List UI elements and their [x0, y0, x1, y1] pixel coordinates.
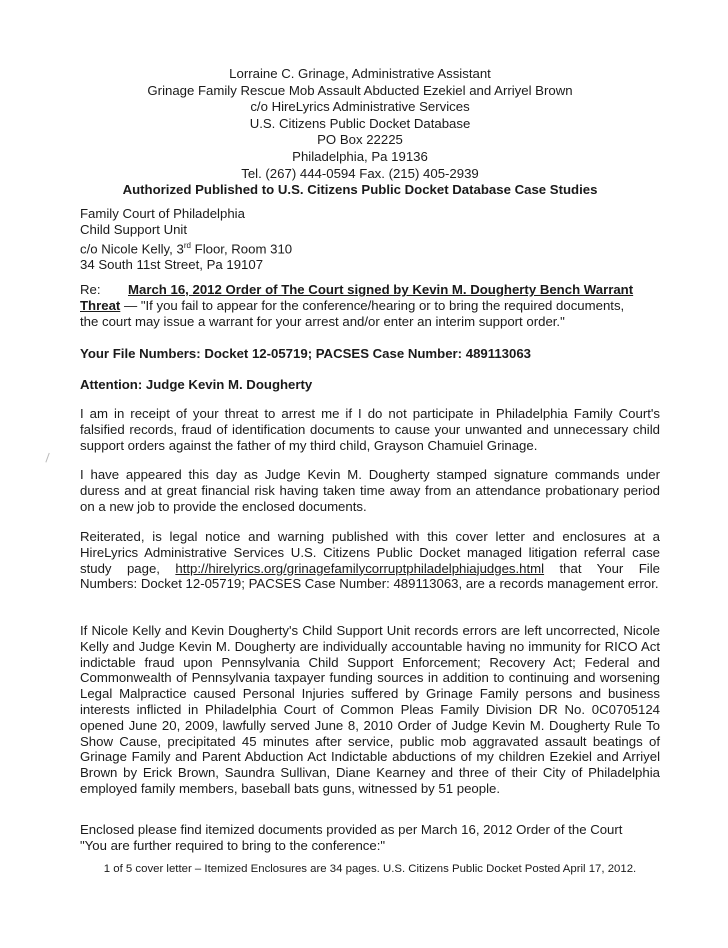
recipient-unit: Child Support Unit [80, 221, 188, 237]
letterhead-care-of: c/o HireLyrics Administrative Services [250, 99, 470, 115]
recipient-care-of: c/o Nicole Kelly, 3rd Floor, Room 310 [80, 240, 293, 256]
re-quote: — "If you fail to appear for the conference/hearing or to bring the required documents, [120, 297, 625, 313]
re-title-cont: Threat [80, 297, 121, 313]
letterhead [60, 66, 660, 199]
letterhead-sender-name: Lorraine C. Grinage, Administrative Assistant [229, 66, 491, 81]
paragraph-receipt: I am in receipt of your threat to arrest me if I do not participate in Philadelphia Family Court's falsified records, fraud of identification documents to cause your unwanted and unnecessary child support orders against the father of my third child, Grayson Chamuiel Grinage. [80, 406, 660, 453]
attention-line: Attention: Judge Kevin M. Dougherty [80, 377, 313, 392]
letterhead-po-box: PO Box 22225 [317, 132, 403, 148]
re-line [80, 282, 660, 329]
re-quote-cont: the court may issue a warrant for your arrest and/or enter an interim support order." [80, 313, 565, 329]
paragraph-appearance: I have appeared this day as Judge Kevin M. Dougherty stamped signature commands under duress and at great financial risk having taken time away from an attendance probationary period on a new job to provide the enclosed documents. [80, 467, 660, 514]
file-numbers: Your File Numbers: Docket 12-05719; PACSES Case Number: 489113063 [80, 346, 532, 361]
paragraph-enclosed: Enclosed please find itemized documents provided as per March 16, 2012 Order of the Court "You are further required to bring to the conference:" [80, 822, 623, 853]
recipient-court: Family Court of Philadelphia [80, 206, 245, 221]
page-footer: 1 of 5 cover letter – Itemized Enclosures are 34 pages. U.S. Citizens Public Docket Posted April 17, 2012. [103, 863, 637, 875]
recipient-street: 34 South 11st Street, Pa 19107 [80, 256, 264, 272]
letterhead-authorization: Authorized Published to U.S. Citizens Public Docket Database Case Studies [122, 182, 598, 198]
paragraph-accountability: If Nicole Kelly and Kevin Dougherty's Child Support Unit records errors are left uncorrected, Nicole Kelly and Judge Kevin M. Dougherty are individually accountable having no immunity for RICO Act indictable fraud upon Pennsylvania Child Support Enforcement; Recovery Act; Federal and Commonwealth of Pennsylvania taxpayer funding sources in addition to continuing and worsening Legal Malpractice caused Personal Injuries suffered by Grinage Family persons and business interests inflicted in Philadelphia Court of Common Pleas Family Division DR No. 0C0705124 opened June 20, 2009, lawfully served June 8, 2010 Order of Judge Kevin M. Dougherty Rule To Show Cause, precipitated 45 minutes after service, public mob aggravated assault beatings of Grinage Family and Parent Abduction Act Indictable abductions of my children Ezekiel and Arriyel Brown by Erick Brown, Saundra Sullivan, Diane Kearney and three of their City of Philadelphia employed family members, baseball bats guns, witnessed by 51 people. [80, 623, 660, 796]
paragraph-notice: Reiterated, is legal notice and warning published with this cover letter and enclosures at a HireLyrics Administrative Services U.S. Citizens Public Docket managed litigation referral case study page, http://hirelyrics.org/grinagefamilycorruptphiladelphiajudges.html that Your File Numbers: Docket 12-05719; PACSES Case Number: 489113063, are a records management error. [80, 529, 660, 592]
scan-mark [45, 453, 51, 463]
re-title: March 16, 2012 Order of The Court signed by Kevin M. Dougherty Bench Warrant [128, 282, 634, 297]
recipient-address [80, 206, 660, 273]
letterhead-organization: Grinage Family Rescue Mob Assault Abducted Ezekiel and Arriyel Brown [147, 82, 573, 98]
docket-case-study-link[interactable]: http://hirelyrics.org/grinagefamilycorruptphiladelphiajudges.html [175, 560, 545, 576]
re-label: Re: [80, 282, 101, 297]
letterhead-city: Philadelphia, Pa 19136 [292, 148, 428, 164]
letterhead-phone-fax: Tel. (267) 444-0594 Fax. (215) 405-2939 [241, 165, 479, 181]
letterhead-database: U.S. Citizens Public Docket Database [249, 115, 471, 131]
